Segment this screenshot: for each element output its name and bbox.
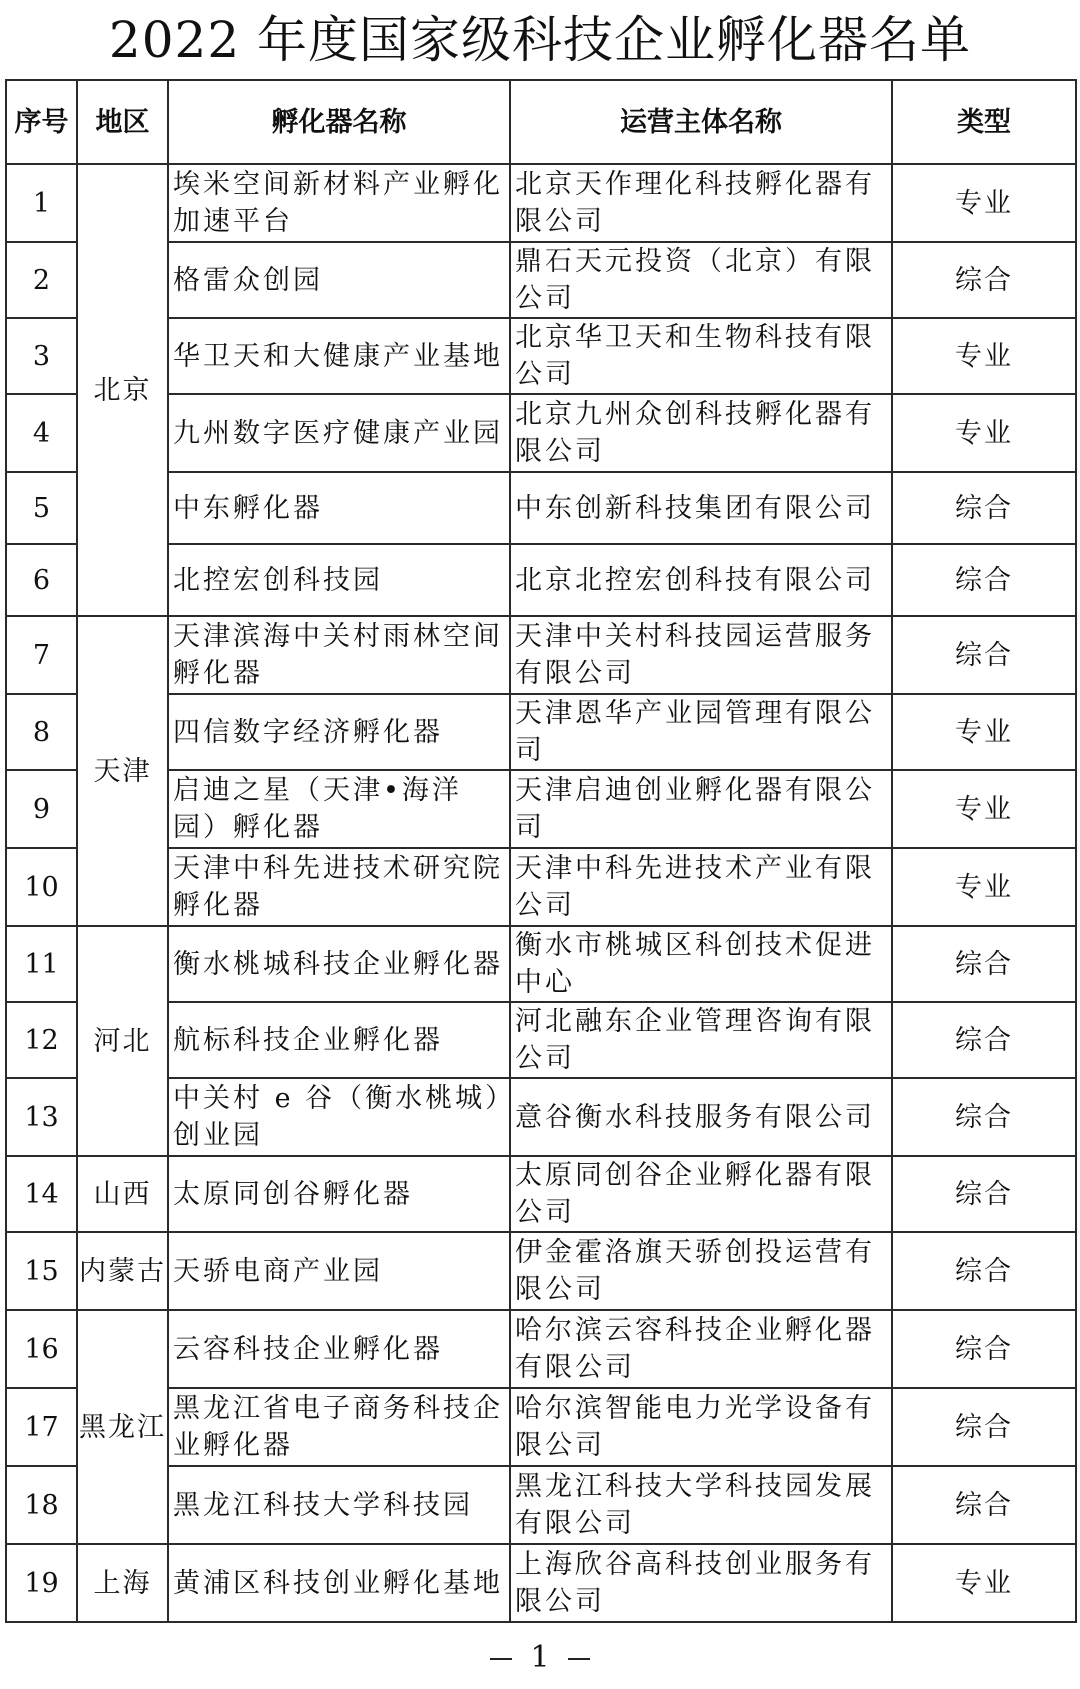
incubator-type: 综合 [892, 1078, 1076, 1156]
row-index: 6 [6, 544, 77, 616]
region-cell: 内蒙古 [77, 1232, 168, 1310]
operator-name: 中东创新科技集团有限公司 [510, 472, 892, 544]
operator-name: 北京北控宏创科技有限公司 [510, 544, 892, 616]
operator-name: 黑龙江科技大学科技园发展有限公司 [510, 1466, 892, 1544]
incubator-type: 综合 [892, 242, 1076, 318]
operator-name: 鼎石天元投资（北京）有限公司 [510, 242, 892, 318]
row-index: 11 [6, 926, 77, 1002]
incubator-name: 九州数字医疗健康产业园 [168, 394, 510, 472]
operator-name: 意谷衡水科技服务有限公司 [510, 1078, 892, 1156]
incubator-type: 专业 [892, 770, 1076, 848]
table-row [6, 164, 1076, 242]
table-row [6, 1232, 1076, 1310]
incubator-table [5, 79, 1077, 1623]
row-index: 15 [6, 1232, 77, 1310]
operator-name: 北京华卫天和生物科技有限公司 [510, 318, 892, 394]
operator-name: 上海欣谷高科技创业服务有限公司 [510, 1544, 892, 1622]
incubator-type: 专业 [892, 318, 1076, 394]
row-index: 17 [6, 1388, 77, 1466]
incubator-type: 综合 [892, 616, 1076, 694]
operator-name: 哈尔滨智能电力光学设备有限公司 [510, 1388, 892, 1466]
row-index: 2 [6, 242, 77, 318]
row-index: 19 [6, 1544, 77, 1622]
incubator-name: 北控宏创科技园 [168, 544, 510, 616]
incubator-name: 黄浦区科技创业孵化基地 [168, 1544, 510, 1622]
table-row [6, 1544, 1076, 1622]
incubator-name: 衡水桃城科技企业孵化器 [168, 926, 510, 1002]
header-region: 地区 [77, 80, 168, 164]
incubator-name: 黑龙江省电子商务科技企业孵化器 [168, 1388, 510, 1466]
incubator-name: 天骄电商产业园 [168, 1232, 510, 1310]
row-index: 3 [6, 318, 77, 394]
row-index: 18 [6, 1466, 77, 1544]
table-header-row [6, 80, 1076, 164]
region-cell: 黑龙江 [77, 1310, 168, 1544]
row-index: 9 [6, 770, 77, 848]
incubator-type: 综合 [892, 544, 1076, 616]
incubator-type: 专业 [892, 394, 1076, 472]
page-number: 1 [530, 1640, 550, 1675]
row-index: 14 [6, 1156, 77, 1232]
row-index: 16 [6, 1310, 77, 1388]
incubator-type: 专业 [892, 164, 1076, 242]
region-cell: 河北 [77, 926, 168, 1156]
table-row [6, 616, 1076, 694]
row-index: 13 [6, 1078, 77, 1156]
incubator-name: 黑龙江科技大学科技园 [168, 1466, 510, 1544]
incubator-name: 航标科技企业孵化器 [168, 1002, 510, 1078]
operator-name: 伊金霍洛旗天骄创投运营有限公司 [510, 1232, 892, 1310]
incubator-name: 埃米空间新材料产业孵化加速平台 [168, 164, 510, 242]
region-cell: 天津 [77, 616, 168, 926]
operator-name: 太原同创谷企业孵化器有限公司 [510, 1156, 892, 1232]
incubator-name: 云容科技企业孵化器 [168, 1310, 510, 1388]
header-operator: 运营主体名称 [510, 80, 892, 164]
operator-name: 北京天作理化科技孵化器有限公司 [510, 164, 892, 242]
footer-dash-right [568, 1658, 590, 1660]
row-index: 10 [6, 848, 77, 926]
operator-name: 河北融东企业管理咨询有限公司 [510, 1002, 892, 1078]
incubator-name: 四信数字经济孵化器 [168, 694, 510, 770]
incubator-name: 中关村 e 谷（衡水桃城）创业园 [168, 1078, 510, 1156]
page-footer [0, 1640, 1080, 1676]
row-index: 4 [6, 394, 77, 472]
header-index: 序号 [6, 80, 77, 164]
incubator-type: 综合 [892, 472, 1076, 544]
operator-name: 天津中关村科技园运营服务有限公司 [510, 616, 892, 694]
incubator-type: 综合 [892, 1002, 1076, 1078]
incubator-name: 启迪之星（天津•海洋园）孵化器 [168, 770, 510, 848]
incubator-name: 天津中科先进技术研究院孵化器 [168, 848, 510, 926]
incubator-type: 综合 [892, 1232, 1076, 1310]
incubator-name: 天津滨海中关村雨林空间孵化器 [168, 616, 510, 694]
incubator-name: 格雷众创园 [168, 242, 510, 318]
footer-dash-left [490, 1658, 512, 1660]
operator-name: 天津恩华产业园管理有限公司 [510, 694, 892, 770]
table-row [6, 1156, 1076, 1232]
operator-name: 北京九州众创科技孵化器有限公司 [510, 394, 892, 472]
region-cell: 山西 [77, 1156, 168, 1232]
incubator-type: 综合 [892, 926, 1076, 1002]
operator-name: 衡水市桃城区科创技术促进中心 [510, 926, 892, 1002]
operator-name: 哈尔滨云容科技企业孵化器有限公司 [510, 1310, 892, 1388]
page-title: 2022 年度国家级科技企业孵化器名单 [108, 11, 972, 69]
incubator-type: 专业 [892, 694, 1076, 770]
operator-name: 天津启迪创业孵化器有限公司 [510, 770, 892, 848]
row-index: 8 [6, 694, 77, 770]
incubator-type: 专业 [892, 1544, 1076, 1622]
row-index: 12 [6, 1002, 77, 1078]
row-index: 1 [6, 164, 77, 242]
incubator-name: 中东孵化器 [168, 472, 510, 544]
operator-name: 天津中科先进技术产业有限公司 [510, 848, 892, 926]
incubator-type: 专业 [892, 848, 1076, 926]
row-index: 5 [6, 472, 77, 544]
incubator-type: 综合 [892, 1310, 1076, 1388]
incubator-type: 综合 [892, 1156, 1076, 1232]
row-index: 7 [6, 616, 77, 694]
table-row [6, 1310, 1076, 1388]
header-incubator: 孵化器名称 [168, 80, 510, 164]
header-type: 类型 [892, 80, 1076, 164]
incubator-name: 太原同创谷孵化器 [168, 1156, 510, 1232]
incubator-name: 华卫天和大健康产业基地 [168, 318, 510, 394]
region-cell: 上海 [77, 1544, 168, 1622]
region-cell: 北京 [77, 164, 168, 616]
table-row [6, 926, 1076, 1002]
incubator-type: 综合 [892, 1466, 1076, 1544]
incubator-type: 综合 [892, 1388, 1076, 1466]
